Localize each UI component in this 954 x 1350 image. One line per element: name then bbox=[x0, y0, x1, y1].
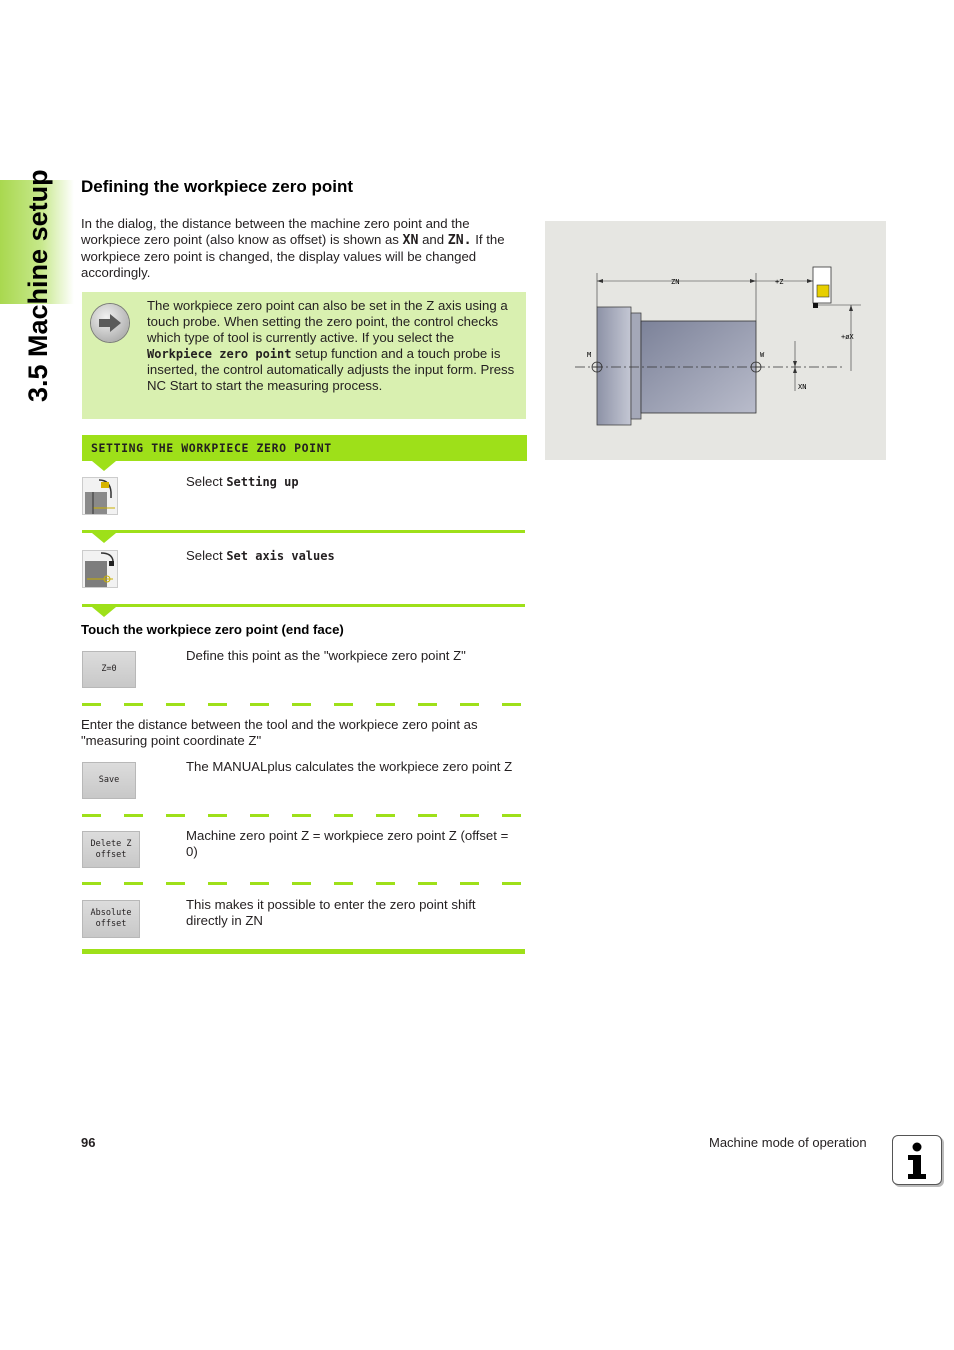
intro-part1: In the dialog, the distance between the machine zero point and the workpiece zero point (also know as offset) is shown as bbox=[81, 216, 470, 247]
delete-z-offset-softkey[interactable]: Delete Z offset bbox=[82, 831, 140, 868]
intro-code-zn: ZN. bbox=[447, 233, 472, 248]
down-arrow-marker bbox=[92, 461, 116, 471]
procedure-title: SETTING THE WORKPIECE ZERO POINT bbox=[91, 441, 332, 455]
dashed-divider bbox=[82, 882, 525, 885]
intro-part3: If the workpiece zero point is changed, the display values will be changed accordingly. bbox=[81, 232, 505, 280]
absolute-offset-softkey[interactable]: Absolute offset bbox=[82, 900, 140, 938]
z-zero-softkey[interactable]: Z=0 bbox=[82, 651, 136, 688]
label-plus-z: +Z bbox=[775, 278, 784, 286]
step-divider bbox=[82, 530, 525, 533]
section-heading: Defining the workpiece zero point bbox=[81, 177, 354, 196]
side-title-text: 3.5 Machine setup bbox=[23, 169, 53, 402]
info-icon bbox=[892, 1135, 942, 1185]
arrow-right-icon bbox=[91, 304, 129, 342]
step1-prefix: Select bbox=[186, 474, 227, 489]
dashed-divider bbox=[82, 703, 525, 706]
workpiece-zero-figure bbox=[545, 221, 886, 460]
step-divider bbox=[82, 604, 525, 607]
softkey4-text: This makes it possible to enter the zero point shift directly in ZN bbox=[186, 897, 476, 928]
procedure-end-bar bbox=[82, 949, 525, 954]
note-part2: setup function and a touch probe is inserted, the control automatically adjusts the input form. Press NC Start to start the measuring process. bbox=[147, 346, 515, 393]
page-number: 96 bbox=[81, 1135, 96, 1150]
down-arrow-marker bbox=[92, 533, 116, 543]
intro-part2: and bbox=[418, 232, 448, 247]
label-xn: XN bbox=[798, 383, 807, 391]
set-axis-values-icon[interactable] bbox=[82, 550, 118, 588]
step1-text bbox=[186, 474, 299, 490]
intro-paragraph bbox=[81, 216, 526, 281]
note-code: Workpiece zero point bbox=[147, 347, 292, 361]
step2-text bbox=[186, 548, 335, 564]
footer-chapter: Machine mode of operation bbox=[709, 1135, 867, 1150]
note-part1: The workpiece zero point can also be set in the Z axis using a touch probe. When setting the zero point, the control checks which type of tool is currently active. If you select the bbox=[147, 298, 508, 345]
measuring-point-text: Enter the distance between the tool and the workpiece zero point as "measuring point coordinate Z" bbox=[81, 717, 478, 748]
note-text bbox=[147, 298, 519, 394]
label-zn: ZN bbox=[671, 278, 680, 286]
softkey1-text: Define this point as the "workpiece zero point Z" bbox=[186, 648, 466, 663]
label-m: M bbox=[587, 351, 592, 359]
step1-code: Setting up bbox=[226, 475, 299, 489]
label-w: W bbox=[760, 351, 765, 359]
step2-code: Set axis values bbox=[226, 549, 335, 563]
save-softkey[interactable]: Save bbox=[82, 762, 136, 799]
step2-prefix: Select bbox=[186, 548, 227, 563]
label-plus-dx: +øX bbox=[841, 333, 854, 341]
intro-code-xn: XN bbox=[402, 233, 419, 248]
procedure-header bbox=[82, 435, 527, 461]
procedure-subheading: Touch the workpiece zero point (end face) bbox=[81, 622, 344, 637]
down-arrow-marker bbox=[92, 607, 116, 617]
dashed-divider bbox=[82, 814, 525, 817]
softkey3-text: Machine zero point Z = workpiece zero point Z (offset = 0) bbox=[186, 828, 509, 859]
setting-up-icon[interactable] bbox=[82, 477, 118, 515]
softkey2-text: The MANUALplus calculates the workpiece zero point Z bbox=[186, 759, 513, 774]
